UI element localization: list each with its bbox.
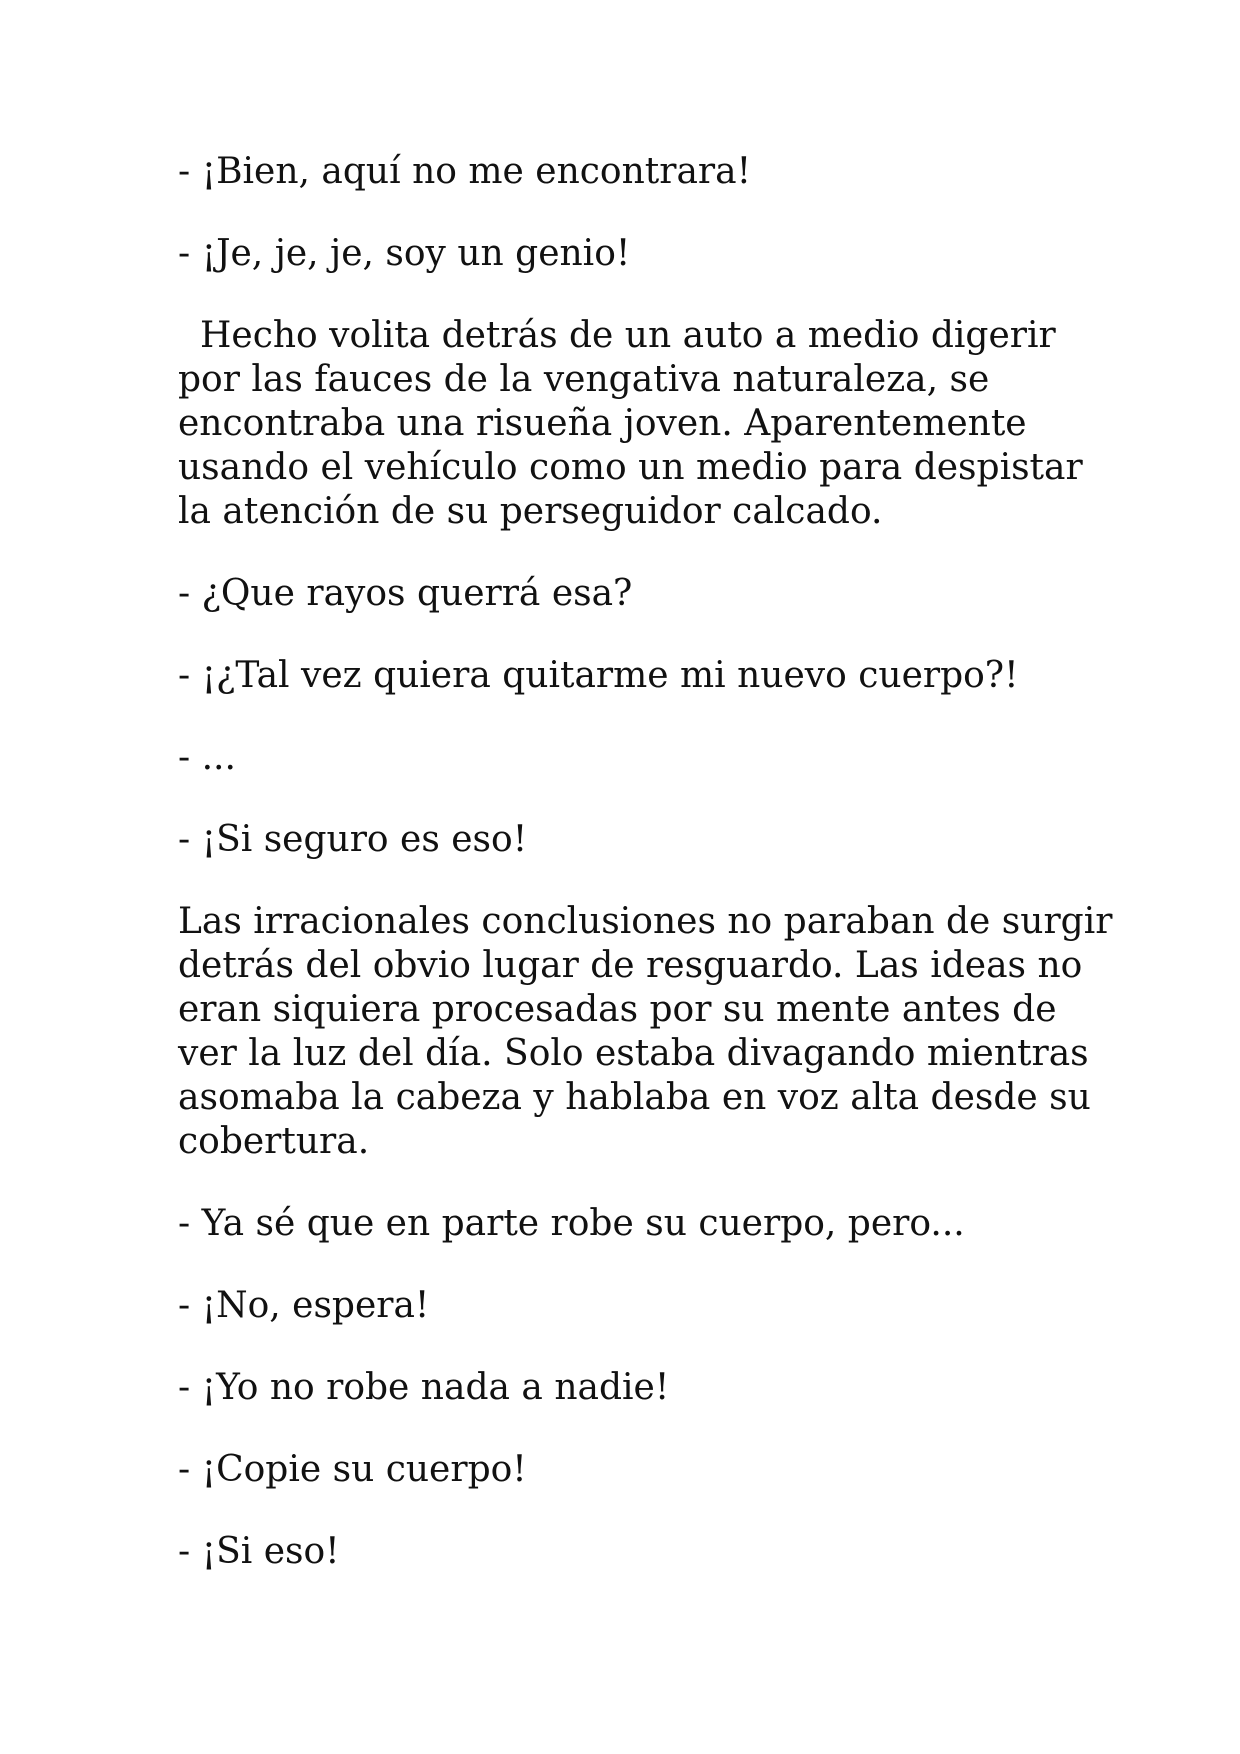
dialogue-line: - ¡Si seguro es eso! — [178, 819, 528, 860]
narration-paragraph: Las irracionales conclusiones no paraban de surgir detrás del obvio lugar de resguardo. Las ideas no eran siquiera procesadas por su mente antes de ver la luz del día. Solo estaba divagando mientras asomaba la cabeza y hablaba en voz alta desde su cobertura. — [178, 901, 1124, 1162]
dialogue-line: - ¡Bien, aquí no me encontrara! — [178, 151, 752, 192]
dialogue-line: - Ya sé que en parte robe su cuerpo, pero... — [178, 1203, 965, 1244]
dialogue-line: - ¡¿Tal vez quiera quitarme mi nuevo cuerpo?! — [178, 655, 1019, 696]
narration-paragraph: Hecho volita detrás de un auto a medio digerir por las fauces de la vengativa naturaleza, se encontraba una risueña joven. Aparentemente usando el vehículo como un medio para despistar la atención de su perseguidor calcado. — [178, 315, 1095, 532]
dialogue-line: - ¡Je, je, je, soy un genio! — [178, 233, 631, 274]
dialogue-line: - ¡Copie su cuerpo! — [178, 1449, 527, 1490]
dialogue-line: - ¡Yo no robe nada a nadie! — [178, 1367, 670, 1408]
dialogue-line: - ... — [178, 737, 236, 778]
dialogue-line: - ¡No, espera! — [178, 1285, 430, 1326]
dialogue-line: - ¿Que rayos querrá esa? — [178, 573, 633, 614]
dialogue-line: - ¡Si eso! — [178, 1531, 340, 1572]
